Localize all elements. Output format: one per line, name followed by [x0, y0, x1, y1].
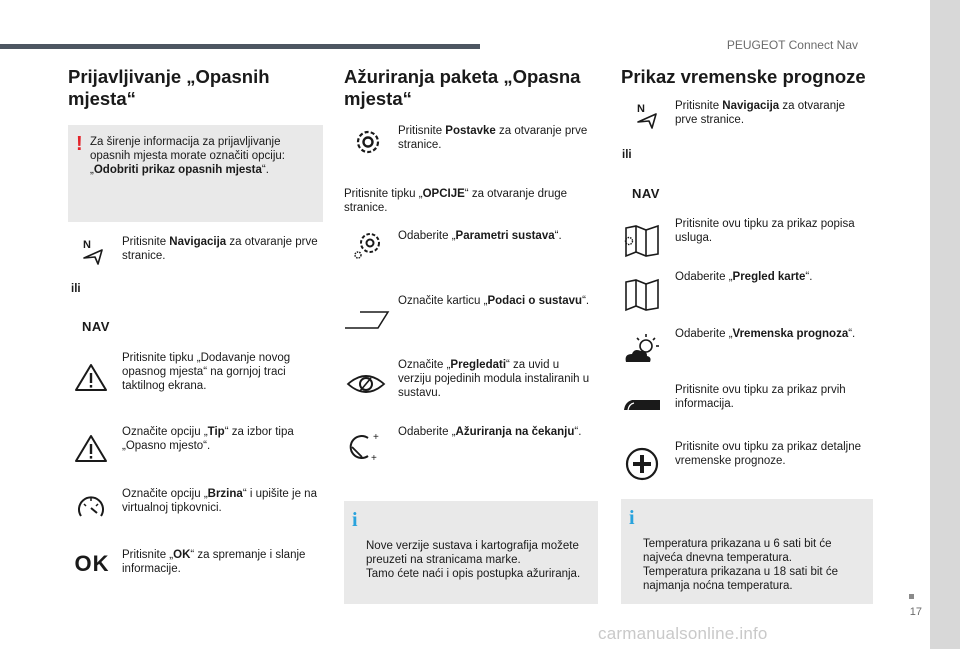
warning-option: Odobriti prikaz opasnih mjesta [93, 164, 262, 176]
step-row: Označite opciju „Brzina“ i upišite je na virtualnoj tipkovnici. [122, 488, 317, 514]
step-row: Označite karticu „Podaci o sustavu“. [398, 295, 590, 307]
step-row: Označite „Pregledati“ za uvid u verziju pojedinih modula instaliranih u sustavu. [398, 359, 590, 399]
section-title: Prikaz vremenske prognoze [621, 66, 866, 87]
section-title: Prijavljivanje „Opasnih mjesta“ [68, 66, 270, 109]
step-row: Pritisnite ovu tipku za prikaz prvih informacija. [675, 384, 846, 410]
warning-icon: ! [76, 133, 83, 155]
warning-text-end: “. [261, 164, 269, 176]
ok-button-label: OK [74, 551, 110, 576]
info-text: Temperatura prikazana u 6 sati bit će najveća dnevna temperatura. Temperatura prikazana u 18 sati bit će najmanja noćna temperatura. [643, 538, 838, 592]
step-row: Odaberite „Pregled karte“. [675, 271, 813, 283]
section-title: Ažuriranja paketa „Opasna mjesta“ [344, 66, 581, 109]
step-row: Pritisnite Navigacija za otvaranje prve stranice. [675, 100, 846, 126]
step-row: Pritisnite tipku „OPCIJE“ za otvaranje druge stranice. [344, 188, 568, 214]
pending-updates-icon [346, 430, 382, 464]
info-box [344, 501, 598, 604]
step-row: Pritisnite tipku „Dodavanje novog opasnog mjesta“ na gornjoj traci taktilnog ekrana. [122, 352, 291, 392]
warning-box [68, 125, 323, 222]
or-label: ili [622, 149, 632, 161]
view-eye-icon [346, 370, 386, 398]
page-header-title: PEUGEOT Connect Nav [726, 38, 858, 52]
svg-text:+: + [371, 453, 377, 464]
page-marker [909, 594, 914, 599]
step-row: Pritisnite „OK“ za spremanje i slanje informacije. [122, 549, 306, 575]
nav-button-label: NAV [82, 318, 110, 334]
svg-text:N: N [83, 239, 91, 251]
warning-text: Za širenje informacija za prijavljivanje opasnih mjesta morate označiti opciju: „ [90, 136, 285, 176]
or-label: ili [71, 283, 81, 295]
page-side-strip [930, 0, 960, 649]
services-map-icon [622, 224, 662, 258]
step-row: Pritisnite Navigacija za otvaranje prve stranice. [122, 236, 318, 262]
watermark-text: carmanualsonline.info [598, 624, 768, 643]
first-info-tab-icon [622, 398, 662, 412]
navigation-icon [634, 100, 660, 130]
step-row: Označite opciju „Tip“ za izbor tipa „Opasno mjesto“. [122, 426, 294, 452]
step-row: Pritisnite Postavke za otvaranje prve stranice. [398, 125, 588, 151]
speed-gauge-icon [76, 494, 106, 522]
info-box [621, 499, 873, 604]
step-row: Pritisnite ovu tipku za prikaz detaljne vremenske prognoze. [675, 441, 862, 467]
weather-icon [622, 332, 662, 366]
step-row: Odaberite „Vremenska prognoza“. [675, 328, 856, 340]
section-hazard-report [68, 66, 323, 110]
warning-triangle-icon [74, 433, 108, 463]
svg-text:+: + [373, 432, 379, 443]
info-text: Nove verzije sustava i kartografija možete preuzeti na stranicama marke. Tamo ćete naći i opis postupka ažuriranja. [366, 540, 581, 580]
nav-button-label: NAV [632, 185, 660, 201]
settings-gear-icon [353, 127, 383, 157]
system-data-tab-icon [344, 310, 390, 330]
info-icon: i [629, 507, 635, 529]
step-row: Pritisnite ovu tipku za prikaz popisa usluga. [675, 218, 855, 244]
svg-text:N: N [637, 103, 645, 115]
header-rule [0, 44, 480, 49]
section-hazard-updates [344, 66, 599, 110]
step-row: Odaberite „Ažuriranja na čekanju“. [398, 426, 582, 438]
navigation-icon [80, 236, 106, 266]
page-number: 17 [909, 606, 922, 618]
system-settings-icon [353, 230, 383, 260]
info-icon: i [352, 509, 358, 531]
map-view-icon [624, 278, 660, 312]
add-circle-icon [624, 446, 660, 482]
step-row: Odaberite „Parametri sustava“. [398, 230, 562, 242]
section-weather-forecast [621, 66, 873, 88]
warning-triangle-icon [74, 362, 108, 392]
